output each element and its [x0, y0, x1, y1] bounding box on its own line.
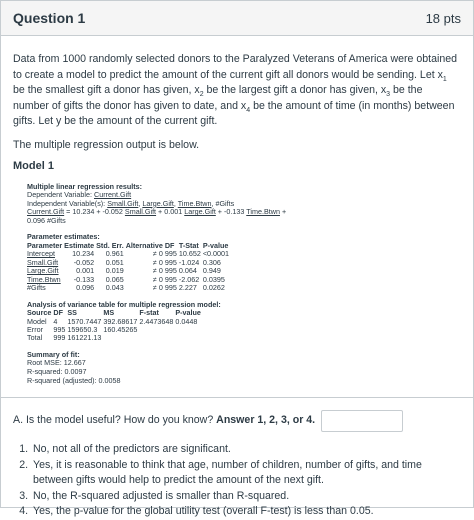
output-lead-text: The multiple regression output is below.: [13, 138, 200, 151]
regression-equation-cont: 0.096 #Gifts: [27, 215, 66, 225]
question-intro: Data from 1000 randomly selected donors to the Paralyzed Veterans of America were obtained to create a model to predict the amount of the current gift all donors would be sending. Let $x_1$ be the smallest gift a donor has given, $x_2$ be the largest gift a donor has given, $x_3$ be the number of gifts the donor has given to date, and $x_4$ be the amount of time (in months) between gifts. Let y be the amount of the current gift.: [13, 53, 458, 127]
table-row: Large.Gift 0.001 0.019 ≠ 0 995 0.064 0.949: [27, 266, 221, 276]
anova-table: Source DF SS MS F-stat P-value Model 4 1570.7447 392.68617 2.4473648 0.0448 Error 995 159650.3 160.45265 Total 999 161221.13: [27, 308, 201, 343]
regression-output: [27, 183, 461, 386]
r-squared-adjusted: R-squared (adjusted): 0.0058: [27, 375, 121, 385]
table-row: Time.Btwn -0.133 0.065 ≠ 0 995 -2.062 0.0395: [27, 274, 225, 284]
summary-of-fit-title: Summary of fit:: [27, 349, 80, 359]
mlr-title: Multiple linear regression results:: [27, 181, 143, 191]
table-row: Total 999 161221.13: [27, 333, 102, 343]
question-title: Question 1: [13, 10, 86, 26]
table-row: Intercept 10.234 0.961 ≠ 0 995 10.652 <0.0001: [27, 249, 230, 259]
question-header: [1, 1, 473, 36]
parameter-estimates-title: Parameter estimates:: [27, 232, 100, 242]
table-row: #Gifts 0.096 0.043 ≠ 0 995 2.227 0.0262: [27, 283, 225, 293]
table-row: Model 4 1570.7447 392.68617 2.4473648 0.0448: [27, 316, 198, 326]
list-item: 3. No, the R-squared adjusted is smaller than R-squared.: [31, 489, 461, 505]
table-row: Error 995 159650.3 160.45265: [27, 324, 138, 334]
root-mse: Root MSE: 12.667: [27, 358, 86, 368]
divider: [1, 397, 473, 398]
part-a-instruction: Answer 1, 2, 3, or 4.: [216, 414, 316, 427]
model-label: Model 1: [13, 160, 54, 172]
question-body: [1, 36, 473, 520]
question-points: 18 pts: [425, 10, 461, 26]
r-squared: R-squared: 0.0097: [27, 366, 87, 376]
parameter-estimates-table: Parameter Estimate Std. Err. Alternative DF T-Stat P-value Intercept 10.234 0.961 ≠ 0 995 10.652 <0.0001 Small.Gift -0.052 0.051 ≠ 0 995 -1.024 0.306 Large.Gift 0.001 0.019 ≠ 0 995 0.064 0.949 Time.Btwn -0.133 0.065 ≠ 0 995 -2.062 0.0395 #Gifts 0.096 0.043 ≠ 0 995 2.227 0.0262: [27, 241, 230, 293]
part-a-text: A. Is the model useful? How do you know?: [13, 414, 217, 427]
table-row: Small.Gift -0.052 0.051 ≠ 0 995 -1.024 0.306: [27, 257, 221, 267]
list-item: 4. Yes, the p-value for the global utility test (overall F-test) is less than 0.05.: [31, 504, 461, 520]
list-item: 2. Yes, it is reasonable to think that age, number of children, number of gifts, and time between gifts would help to predict the amount of the next gift.: [31, 458, 461, 489]
anova-title: Analysis of variance table for multiple regression model:: [27, 299, 221, 309]
regression-equation: Current.Gift = 10.234 + -0.052 Small.Gift + 0.001 Large.Gift + -0.133 Time.Btwn +: [27, 207, 287, 217]
independent-variables-line: Independent Variable(s): Small.Gift, Large.Gift, Time.Btwn, #Gifts: [27, 198, 235, 208]
answer-input[interactable]: [321, 410, 403, 432]
part-a-question: [13, 410, 461, 432]
list-item: 1. No, not all of the predictors are significant.: [31, 442, 461, 458]
dependent-variable-line: Dependent Variable: Current.Gift: [27, 190, 132, 200]
